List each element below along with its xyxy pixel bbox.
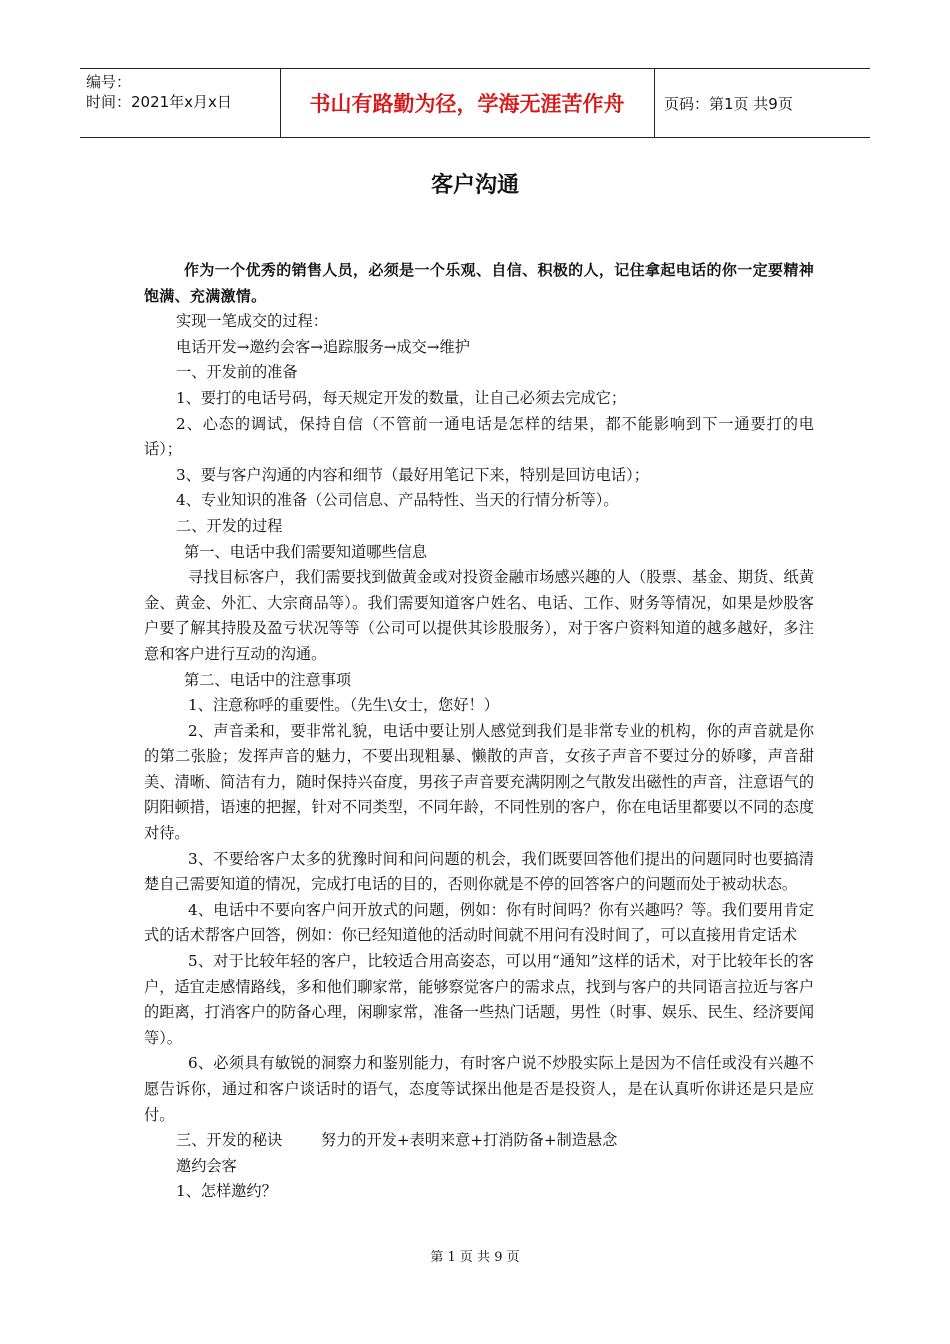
paragraph: 2、声音柔和，要非常礼貌，电话中要让别人感觉到我们是非常专业的机构，你的声音就是你的第二张脸；发挥声音的魅力，不要出现粗暴、懒散的声音，女孩子声音不要过分的娇嗲，声音甜美、清晰、简洁有力，随时保持兴奋度，男孩子声音要充满阴刚之气散发出磁性的声音，注意语气的阴阳顿措，语速的把握，针对不同类型，不同年龄，不同性别的客户，你在电话里都要以不同的态度对待。 — [144, 721, 814, 843]
paragraph: 2、心态的调试，保持自信（不管前一通电话是怎样的结果，都不能影响到下一通要打的电话）； — [144, 414, 814, 459]
document-title: 客户沟通 — [430, 173, 519, 198]
paragraph: 寻找目标客户，我们需要找到做黄金或对投资金融市场感兴趣的人（股票、基金、期货、纸黄金、黄金、外汇、大宗商品等）。我们需要知道客户姓名、电话、工作、财务等情况，如果是炒股客户要了解其持股及盈亏状况等等（公司可以提供其诊股服务），对于客户资料知道的越多越好，多注意和客户进行互动的沟通。 — [144, 568, 814, 663]
subsection-heading: 第二、电话中的注意事项 — [184, 670, 352, 689]
paragraph: 实现一笔成交的过程： — [176, 312, 328, 331]
section-heading: 二、开发的过程 — [176, 516, 283, 535]
subsection-heading: 第一、电话中我们需要知道哪些信息 — [184, 542, 427, 561]
paragraph: 电话开发→邀约会客→追踪服务→成交→维护 — [176, 337, 470, 356]
lead-paragraph: 作为一个优秀的销售人员，必须是一个乐观、自信、积极的人，记住拿起电话的你一定要精神饱满、充满激情。 — [144, 261, 814, 305]
header-motto: 书山有路勤为径，学海无涯苦作舟 — [309, 92, 625, 116]
paragraph: 4、专业知识的准备（公司信息、产品特性、当天的行情分析等）。 — [176, 491, 619, 510]
section-heading: 一、开发前的准备 — [176, 363, 298, 382]
document-body — [144, 258, 814, 1205]
paragraph: 6、必须具有敏锐的洞察力和鉴别能力，有时客户说不炒股实际上是因为不信任或没有兴趣不愿告诉你，通过和客户谈话时的语气，态度等试探出他是否是投资人，是在认真听你讲还是只是应付。 — [144, 1054, 814, 1124]
paragraph: 3、要与客户沟通的内容和细节（最好用笔记下来，特别是回访电话）； — [176, 465, 649, 484]
header-divider — [280, 69, 281, 137]
paragraph: 1、要打的电话号码，每天规定开发的数量，让自己必须去完成它； — [176, 388, 627, 407]
date-label: 时间：2021年x月x日 — [86, 93, 232, 111]
paragraph: 4、电话中不要向客户问开放式的问题，例如：你有时间吗？你有兴趣吗？等。我们要用肯定式的话术帮客户回答，例如：你已经知道他的活动时间就不用问有没时间了，可以直接用肯定话术 — [144, 900, 814, 945]
section-heading: 三、开发的秘诀 努力的开发+表明来意+打消防备+制造悬念 — [176, 1131, 618, 1150]
paragraph: 5、对于比较年轻的客户，比较适合用高姿态，可以用“通知”这样的话术，对于比较年长的客户，适宜走感情路线，多和他们聊家常，能够察觉客户的需求点，找到与客户的共同语言拉近与客户的距离，打消客户的防备心理，闲聊家常，准备一些热门话题，男性（时事、娱乐、民生、经济要闻等）。 — [144, 952, 814, 1047]
header-page-label: 页码：第1页 共9页 — [664, 95, 793, 113]
section-heading: 邀约会客 — [176, 1156, 237, 1175]
header-meta — [86, 72, 232, 112]
paragraph: 1、注意称呼的重要性。（先生\女士，您好！） — [188, 696, 499, 715]
paragraph: 3、不要给客户太多的犹豫时间和问问题的机会，我们既要回答他们提出的问题同时也要搞清楚自己需要知道的情况，完成打电话的目的，否则你就是不停的回答客户的问题而处于被动状态。 — [144, 849, 814, 894]
paragraph: 1、怎样邀约？ — [176, 1182, 277, 1201]
header-divider — [654, 69, 655, 137]
document-header — [80, 68, 870, 138]
number-label: 编号： — [86, 73, 132, 91]
page-footer: 第 1 页 共 9 页 — [430, 1250, 520, 1265]
